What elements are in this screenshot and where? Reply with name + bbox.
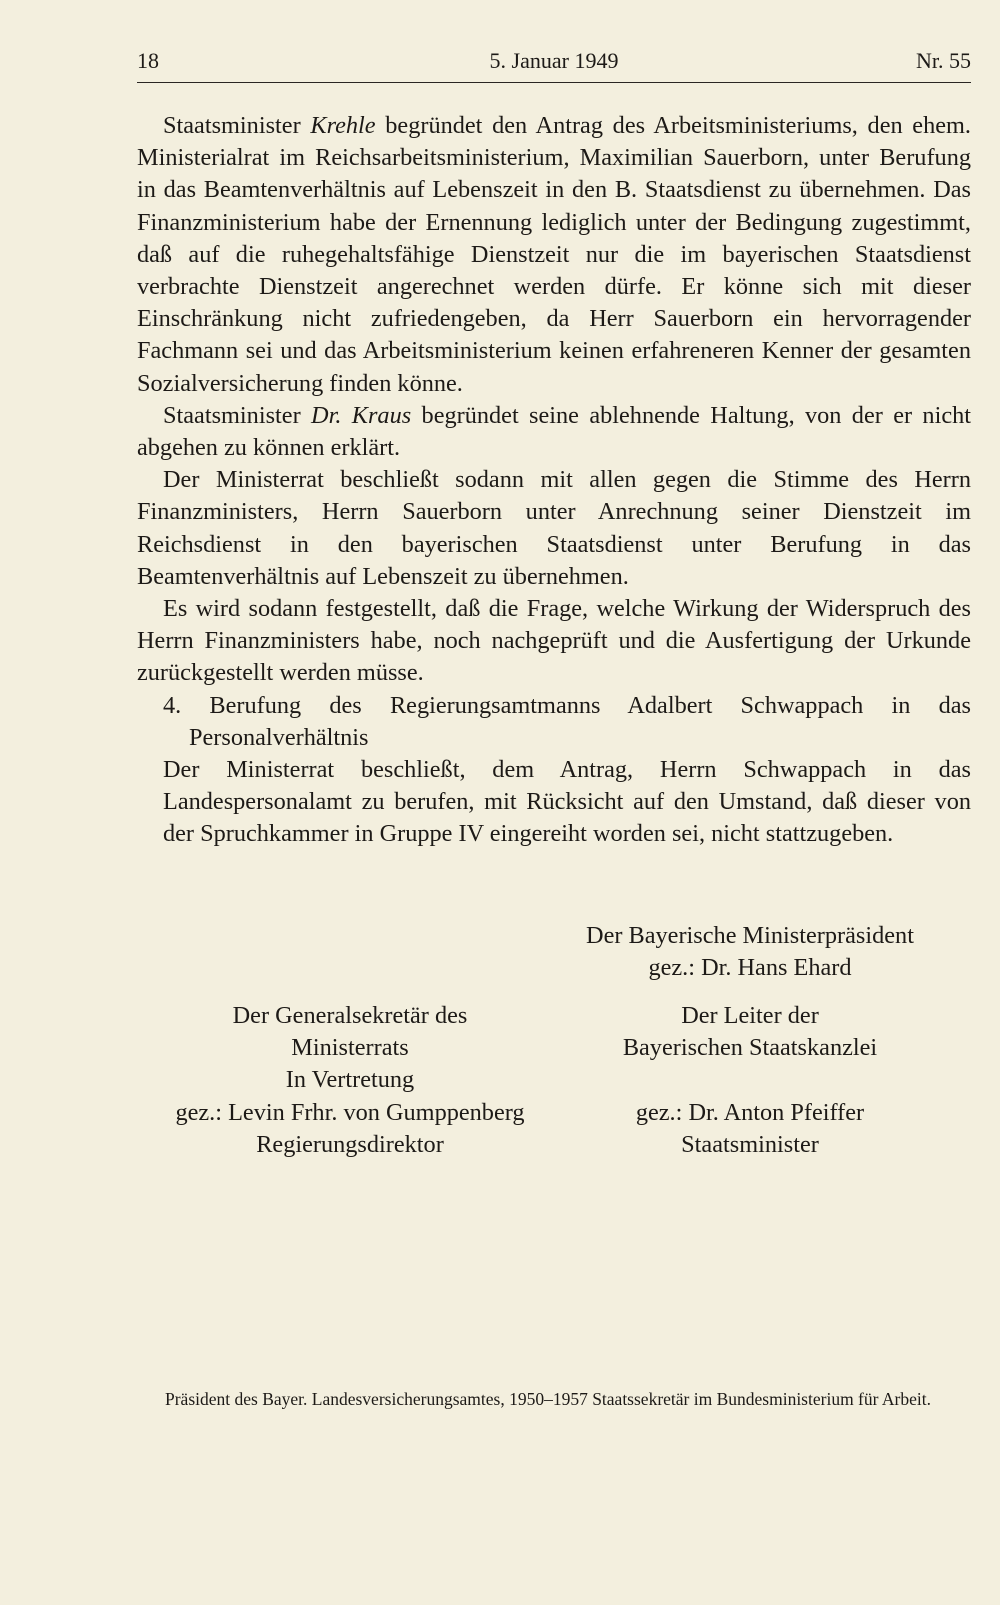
header-date: 5. Januar 1949 (489, 48, 619, 73)
paragraph-krehle: Staatsminister Krehle begründet den Antrag des Arbeitsministeriums, den ehem. Ministerialrat im Reichsarbeitsministerium, Maximilian Sauerborn, unter Berufung in das Beamtenverhältnis auf Lebenszeit in den B. Staatsdienst zu übernehmen. Das Finanzministerium habe der Ernennung lediglich unter der Bedingung zugestimmt, daß auf die ruhegehaltsfähige Dienstzeit nur die im bayerischen Staatsdienst verbrachte Dienstzeit angerechnet werden dürfe. Er könne sich mit dieser Einschränkung nicht zufriedengeben, da Herr Sauerborn ein hervorragender Fachmann sei und das Arbeitsministerium keinen erfahreneren Kenner der gesamten Sozialversicherung finden könne. (137, 112, 971, 397)
signature-generalsekretaer: Der Generalsekretär des Ministerrats In Vertretung gez.: Levin Frhr. von Gumppenberg Regierungsdirektor (175, 1002, 525, 1158)
agenda-item-heading: 4. Berufung des Regierungsamtmanns Adalbert Schwappach in das Personalverhältnis (163, 691, 971, 751)
body-text (137, 110, 971, 851)
paragraph-decision: Der Ministerrat beschließt sodann mit allen gegen die Stimme des Herrn Finanzministers, Herrn Sauerborn unter Anrechnung seiner Dienstzeit im Reichsdienst in den bayerischen Staatsdienst unter Berufung in das Beamtenverhältnis auf Lebenszeit zu übernehmen. (137, 466, 971, 590)
header-rule (137, 82, 971, 83)
speaker-name: Krehle (310, 112, 376, 139)
signature-staatskanzlei: Der Leiter der Bayerischen Staatskanzlei gez.: Dr. Anton Pfeiffer Staatsminister (622, 1002, 878, 1158)
agenda-item-text: Der Ministerrat beschließt, dem Antrag, Herrn Schwappach in das Landespersonalamt zu berufen, mit Rücksicht auf den Umstand, daß dieser von der Spruchkammer in Gruppe IV eingereiht worden sei, nicht stattzugeben. (163, 756, 971, 848)
speaker-name: Dr. Kraus (311, 401, 412, 429)
footnote: Präsident des Bayer. Landesversicherungsamtes, 1950–1957 Staatssekretär im Bundesministerium für Arbeit. (165, 1389, 931, 1409)
issue-number: Nr. 55 (916, 48, 971, 73)
paragraph-objection: Es wird sodann festgestellt, daß die Frage, welche Wirkung der Widerspruch des Herrn Finanzministers habe, noch nachgeprüft und die Ausfertigung der Urkunde zurückgestellt werden müsse. (137, 595, 971, 687)
page-header (137, 46, 971, 80)
paragraph-kraus: Staatsminister Dr. Kraus begründet seine ablehnende Haltung, von der er nicht abgehen zu können erklärt. (137, 401, 971, 462)
signature-ministerpraesident: Der Bayerische Ministerpräsident gez.: Dr. Hans Ehard (586, 922, 914, 982)
page-number: 18 (137, 48, 159, 73)
